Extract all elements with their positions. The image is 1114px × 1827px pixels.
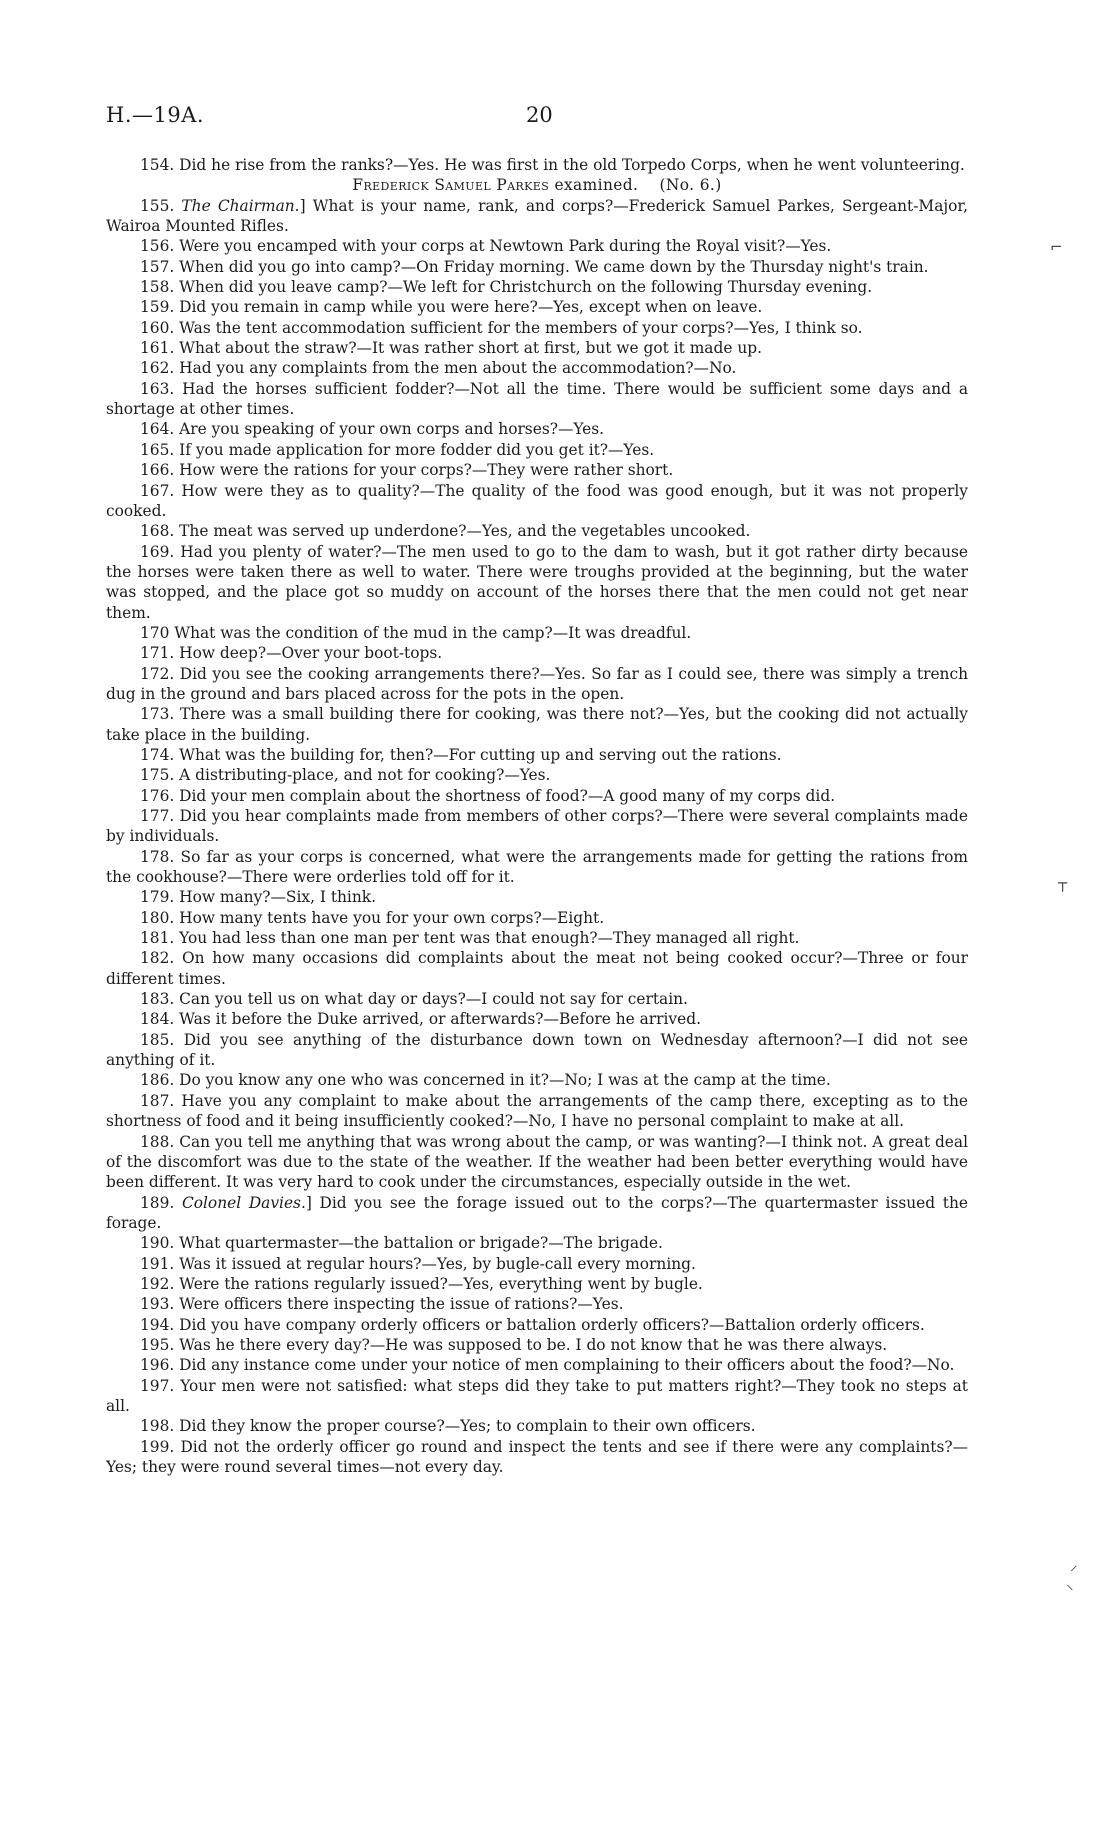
question-paragraph [106,155,968,175]
question-paragraph [106,704,968,745]
question-text: 161. What about the straw?—It was rather short at first, but we got it made up. [140,339,762,358]
speaker-name: The Chairman. [181,196,300,215]
question-paragraph [106,460,968,480]
question-text: 166. How were the rations for your corps?—They were rather short. [140,461,674,480]
question-paragraph [106,1091,968,1132]
question-paragraph [106,257,968,277]
question-paragraph [106,1030,968,1071]
question-paragraph [106,928,968,948]
question-text: 159. Did you remain in camp while you were here?—Yes, except when on leave. [140,298,763,317]
question-text: 190. What quartermaster—the battalion or brigade?—The brigade. [140,1234,663,1253]
question-text: 177. Did you hear complaints made from members of other corps?—There were several complaints made by individuals. [106,807,968,846]
question-text: 174. What was the building for, then?—For cutting up and serving out the rations. [140,745,782,764]
question-text: 187. Have you any complaint to make about the arrangements of the camp there, excepting as to the shortness of food and it being insufficiently cooked?—No, I have no personal complaint to make at all. [106,1091,968,1131]
question-paragraph [106,623,968,643]
question-text: 157. When did you go into camp?—On Friday morning. We came down by the Thursday night's train. [140,257,929,276]
question-text: 164. Are you speaking of your own corps and horses?—Yes. [140,420,605,439]
question-text: 180. How many tents have you for your own corps?—Eight. [140,908,605,927]
question-paragraph [106,277,968,297]
question-text: ] Did you see the forage issued out to the corps?—The quartermaster issued the forage. [106,1193,968,1232]
question-paragraph [106,358,968,378]
question-text: 182. On how many occasions did complaints about the meat not being cooked occur?—Three or four different times. [106,949,968,988]
margin-mark: ⸜ [1066,1575,1074,1593]
question-paragraph [106,989,968,1009]
question-paragraph [106,908,968,928]
question-text: 183. Can you tell us on what day or days?—I could not say for certain. [140,990,688,1009]
question-paragraph [106,1376,968,1417]
question-text: ] What is your name, rank, and corps?—Frederick Samuel Parkes, Sergeant-Major, Wairoa Mounted Rifles. [106,196,968,236]
question-paragraph [106,1315,968,1335]
question-paragraph [106,196,968,237]
question-text: 179. How many?—Six, I think. [140,888,376,907]
witness-suffix: examined. (No. 6.) [549,176,722,195]
question-paragraph [106,1254,968,1274]
question-paragraph [106,521,968,541]
margin-mark: ⸝ [1070,1556,1078,1574]
question-paragraph [106,338,968,358]
question-text: 165. If you made application for more fodder did you get it?—Yes. [140,440,655,459]
question-text: 184. Was it before the Duke arrived, or afterwards?—Before he arrived. [140,1010,701,1029]
question-paragraph [106,236,968,256]
question-text: 167. How were they as to quality?—The quality of the food was good enough, but it was not properly cooked. [106,481,968,520]
question-text: 175. A distributing-place, and not for cooking?—Yes. [140,766,551,785]
question-text: 186. Do you know any one who was concerned in it?—No; I was at the camp at the time. [140,1071,831,1090]
page-number: 20 [526,103,553,127]
question-text: 197. Your men were not satisfied: what steps did they take to put matters right?—They took no steps at all. [106,1376,968,1415]
question-text: 191. Was it issued at regular hours?—Yes, by bugle-call every morning. [140,1254,696,1273]
question-text: 160. Was the tent accommodation sufficient for the members of your corps?—Yes, I think so. [140,318,863,337]
question-text: 154. Did he rise from the ranks?—Yes. He was first in the old Torpedo Corps, when he went volunteering. [140,156,965,174]
question-text: 188. Can you tell me anything that was wrong about the camp, or was wanting?—I think not. A great deal of the discomfort was due to the state of the weather. If the weather had been better everything would have been different. It was very hard to cook under the circumstances, especially outside in the wet. [106,1132,968,1192]
margin-mark: ⌐ [1050,238,1063,256]
question-text: 171. How deep?—Over your boot-tops. [140,644,443,663]
witness-name: Frederick Samuel Parkes [352,176,550,195]
question-text: 185. Did you see anything of the disturbance down town on Wednesday afternoon?—I did not see anything of it. [106,1030,968,1070]
question-text: 170 What was the condition of the mud in the camp?—It was dreadful. [140,623,692,642]
question-paragraph [106,542,968,623]
question-text: 158. When did you leave camp?—We left for Christchurch on the following Thursday evening. [140,278,873,297]
question-paragraph [106,1274,968,1294]
question-text: 196. Did any instance come under your notice of men complaining to their officers about the food?—No. [140,1356,955,1375]
question-paragraph [106,297,968,317]
question-text: 163. Had the horses sufficient fodder?—Not all the time. There would be sufficient some days and a shortage at other times. [106,379,968,419]
question-paragraph [106,379,968,420]
question-text: 193. Were officers there inspecting the issue of rations?—Yes. [140,1295,624,1314]
question-paragraph [106,1193,968,1234]
question-paragraph [106,1233,968,1253]
question-paragraph [106,664,968,705]
question-paragraph [106,1294,968,1314]
question-paragraph [106,1070,968,1090]
question-number: 155. [140,196,175,215]
question-paragraph [106,806,968,847]
question-paragraph [106,318,968,338]
question-paragraph [106,481,968,522]
question-text: 172. Did you see the cooking arrangements there?—Yes. So far as I could see, there was simply a trench dug in the ground and bars placed across for the pots in the open. [106,664,968,703]
question-text: 198. Did they know the proper course?—Yes; to complain to their own officers. [140,1417,756,1436]
question-text: 162. Had you any complaints from the men about the accommodation?—No. [140,359,737,378]
question-paragraph [106,745,968,765]
question-text: 173. There was a small building there for cooking, was there not?—Yes, but the cooking did not actually take place in the building. [106,705,968,744]
question-paragraph [106,1009,968,1029]
speaker-name: Colonel Davies. [181,1193,306,1212]
question-paragraph [106,847,968,888]
question-text: 199. Did not the orderly officer go round and inspect the tents and see if there were any complaints?—Yes; they were round several times—not every day. [106,1437,968,1476]
question-paragraph [106,887,968,907]
document-code: H.—19A. [106,103,205,127]
question-text: 195. Was he there every day?—He was supposed to be. I do not know that he was there always. [140,1335,888,1354]
question-paragraph [106,440,968,460]
question-paragraph [106,419,968,439]
question-paragraph [106,1335,968,1355]
question-paragraph [106,1355,968,1375]
page-header [106,103,986,131]
question-text: 169. Had you plenty of water?—The men used to go to the dam to wash, but it got rather dirty because the horses were taken there as well to water. There were troughs provided at the beginning, but the water was stopped, and the place got so muddy on account of the horses there that the men could not get near them. [106,542,968,622]
question-paragraph [106,786,968,806]
question-text: 192. Were the rations regularly issued?—Yes, everything went by bugle. [140,1274,703,1293]
question-text: 156. Were you encamped with your corps at Newtown Park during the Royal visit?—Yes. [140,237,832,256]
question-text: 178. So far as your corps is concerned, what were the arrangements made for getting the rations from the cookhouse?—There were orderlies told off for it. [106,847,968,887]
question-number: 189. [140,1193,175,1212]
question-text: 194. Did you have company orderly officers or battalion orderly officers?—Battalion orderly officers. [140,1315,925,1334]
question-paragraph [106,643,968,663]
evidence-text [106,155,968,1477]
question-paragraph [106,1416,968,1436]
question-text: 181. You had less than one man per tent was that enough?—They managed all right. [140,929,800,948]
question-paragraph [106,1132,968,1193]
margin-mark: ┬ [1058,874,1068,892]
question-paragraph [106,765,968,785]
question-text: 176. Did your men complain about the shortness of food?—A good many of my corps did. [140,786,836,805]
question-text: 168. The meat was served up underdone?—Yes, and the vegetables uncooked. [140,522,751,541]
question-paragraph [106,1437,968,1478]
witness-heading [106,175,968,195]
question-paragraph [106,948,968,989]
